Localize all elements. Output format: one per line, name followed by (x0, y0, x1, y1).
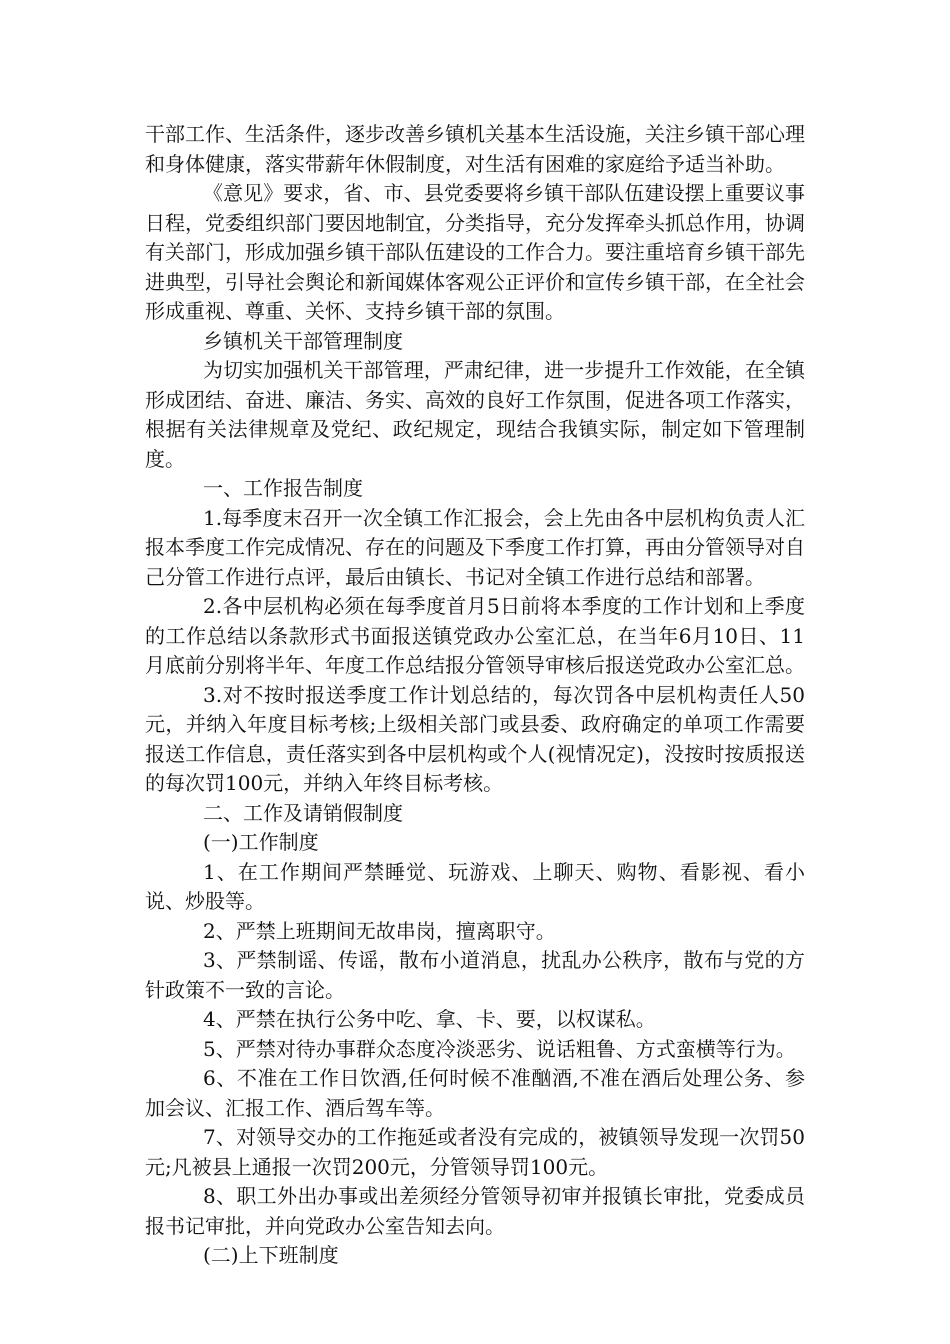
section-title: 乡镇机关干部管理制度 (203, 328, 403, 353)
item-report-3: 3.对不按时报送季度工作计划总结的，每次罚各中层机构责任人50元，并纳入年度目标考核;上级相关部门或县委、政府确定的单项工作需要报送工作信息，责任落实到各中层机构或个人(视情况定)，没按时按质报送的每次罚100元，并纳入年终目标考核。 (145, 682, 805, 795)
heading-work-leave: 二、工作及请销假制度 (203, 800, 403, 825)
heading-work-report: 一、工作报告制度 (203, 476, 363, 500)
rule-1: 1、在工作期间严禁睡觉、玩游戏、上聊天、购物、看影视、看小说、炒股等。 (145, 859, 805, 913)
rule-6: 6、不准在工作日饮酒,任何时候不准酗酒,不准在酒后处理公务、参加会议、汇报工作、酒后驾车等。 (145, 1066, 805, 1120)
rule-3: 3、严禁制谣、传谣，散布小道消息，扰乱办公秩序，散布与党的方针政策不一致的言论。 (145, 948, 805, 1002)
document-body (145, 120, 805, 1271)
rule-4: 4、严禁在执行公务中吃、拿、卡、要，以权谋私。 (203, 1007, 656, 1031)
rule-8: 8、职工外出办事或出差须经分管领导初审并报镇长审批，党委成员报书记审批，并向党政办公室告知去向。 (145, 1184, 805, 1238)
subheading-attendance: (二)上下班制度 (203, 1243, 339, 1267)
subheading-work-rules: (一)工作制度 (203, 830, 319, 854)
rule-2: 2、严禁上班期间无故串岗，擅离职守。 (203, 918, 556, 943)
paragraph-2: 《意见》要求，省、市、县党委要将乡镇干部队伍建设摆上重要议事日程，党委组织部门要因地制宜，分类指导，充分发挥牵头抓总作用，协调有关部门，形成加强乡镇干部队伍建设的工作合力。要注重培育乡镇干部先进典型，引导社会舆论和新闻媒体客观公正评价和宣传乡镇干部，在全社会形成重视、尊重、关怀、支持乡镇干部的氛围。 (145, 181, 805, 323)
rule-7: 7、对领导交办的工作拖延或者没有完成的，被镇领导发现一次罚50元;凡被县上通报一次罚200元，分管领导罚100元。 (145, 1125, 805, 1179)
item-report-2: 2.各中层机构必须在每季度首月5日前将本季度的工作计划和上季度的工作总结以条款形式书面报送镇党政办公室汇总，在当年6月10日、11月底前分别将半年、年度工作总结报分管领导审核后报送党政办公室汇总。 (145, 594, 805, 677)
paragraph-intro: 为切实加强机关干部管理，严肃纪律，进一步提升工作效能，在全镇形成团结、奋进、廉洁、务实、高效的良好工作氛围，促进各项工作落实，根据有关法律规章及党纪、政纪规定，现结合我镇实际，制定如下管理制度。 (145, 358, 805, 471)
item-report-1: 1.每季度末召开一次全镇工作汇报会，会上先由各中层机构负责人汇报本季度工作完成情况、存在的问题及下季度工作打算，再由分管领导对自己分管工作进行点评，最后由镇长、书记对全镇工作进行总结和部署。 (145, 505, 805, 589)
paragraph-1: 干部工作、生活条件，逐步改善乡镇机关基本生活设施，关注乡镇干部心理和身体健康，落实带薪年休假制度，对生活有困难的家庭给予适当补助。 (145, 122, 805, 176)
rule-5: 5、严禁对待办事群众态度冷淡恶劣、说话粗鲁、方式蛮横等行为。 (203, 1036, 796, 1061)
